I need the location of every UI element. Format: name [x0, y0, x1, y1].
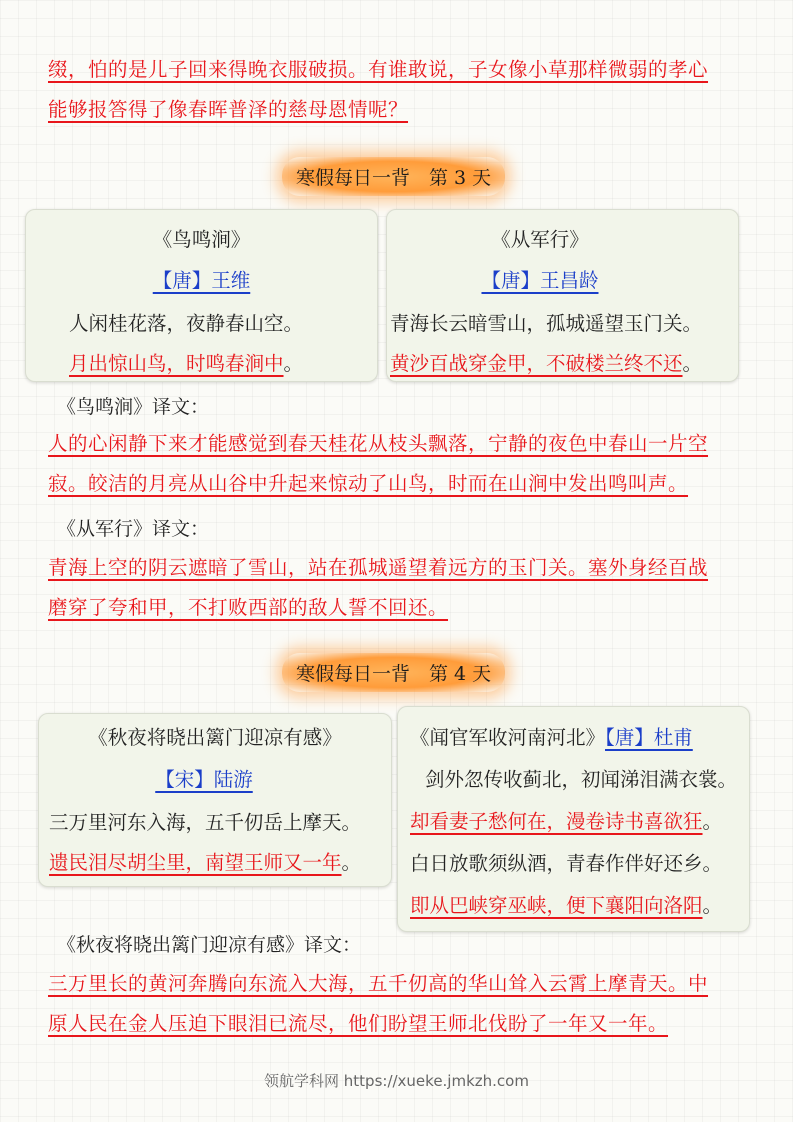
day3-trans2-line-2: 磨穿了夸和甲，不打败西部的敌人誓不回还。: [48, 596, 449, 619]
day4-poem2-line1: 剑外忽传收蓟北，初闻涕泪满衣裳。: [425, 768, 738, 791]
day3-trans1-line-1: 人的心闲静下来才能感觉到春天桂花从枝头飘落，宁静的夜色中春山一片空: [48, 432, 709, 455]
day3-poem1-card: [25, 209, 378, 382]
day3-trans2-line-1: 青海上空的阴云遮暗了雪山，站在孤城遥望着远方的玉门关。塞外身经百战: [48, 556, 709, 579]
day3-poem1-title: 《鸟鸣涧》: [152, 228, 251, 251]
day3-poem2-author: 【唐】王昌龄: [481, 269, 599, 292]
day4-trans1-line-1: 三万里长的黄河奔腾向东流入大海，五千仞高的华山耸入云霄上摩青天。中: [48, 972, 709, 995]
day3-poem1-author: 【唐】王维: [152, 269, 251, 292]
intro-translation-line-1: 缀，怕的是儿子回来得晚衣服破损。有谁敢说，子女像小草那样微弱的孝心: [48, 58, 709, 81]
day4-badge: 寒假每日一背 第 4 天: [282, 653, 505, 692]
day4-poem2-title: 《闻官军收河南河北》: [410, 726, 606, 749]
day3-poem1-line2: 月出惊山鸟，时鸣春涧中。: [69, 352, 304, 375]
day3-trans2-label: 《从军行》译文：: [57, 518, 210, 540]
day4-poem2-line2: 却看妻子愁何在，漫卷诗书喜欲狂。: [410, 810, 723, 833]
day4-poem1-author: 【宋】陆游: [155, 768, 253, 791]
day4-trans1-label: 《秋夜将晓出篱门迎凉有感》译文：: [57, 934, 362, 956]
day3-badge: 寒假每日一背 第 3 天: [282, 157, 505, 196]
day4-poem2-card: [397, 706, 750, 932]
intro-translation: [48, 50, 708, 130]
day4-poem1-line1: 三万里河东入海，五千仞岳上摩天。: [49, 811, 362, 834]
day3-poem2-card: [386, 209, 739, 382]
day4-poem1-title: 《秋夜将晓出篱门迎凉有感》: [88, 726, 342, 749]
day3-poem2-line2: 黄沙百战穿金甲，不破楼兰终不还。: [390, 352, 703, 375]
day4-poem1-card: [38, 713, 392, 887]
day4-poem1-line2: 遗民泪尽胡尘里，南望王师又一年。: [49, 851, 362, 874]
day3-trans1: [48, 424, 708, 504]
intro-translation-line-2: 能够报答得了像春晖普泽的慈母恩情呢？: [48, 98, 409, 121]
footer-watermark: 领航学科网 https://xueke.jmkzh.com: [264, 1072, 529, 1090]
day4-trans1: [48, 964, 708, 1044]
day4-poem2-author: 【唐】杜甫: [605, 726, 693, 749]
day3-trans1-line-2: 寂。皎洁的月亮从山谷中升起来惊动了山鸟，时而在山涧中发出鸣叫声。: [48, 472, 689, 495]
day3-trans2: [48, 548, 708, 628]
day3-trans1-label: 《鸟鸣涧》译文：: [57, 396, 210, 418]
day3-poem1-line1: 人闲桂花落，夜静春山空。: [69, 312, 304, 335]
day3-poem2-line1: 青海长云暗雪山，孤城遥望玉门关。: [390, 312, 703, 335]
day4-trans1-line-2: 原人民在金人压迫下眼泪已流尽，他们盼望王师北伐盼了一年又一年。: [48, 1012, 669, 1035]
day4-poem2-line3: 白日放歌须纵酒，青春作伴好还乡。: [410, 852, 723, 875]
day3-poem2-title: 《从军行》: [491, 228, 589, 251]
day4-poem2-line4: 即从巴峡穿巫峡，便下襄阳向洛阳。: [410, 894, 723, 917]
